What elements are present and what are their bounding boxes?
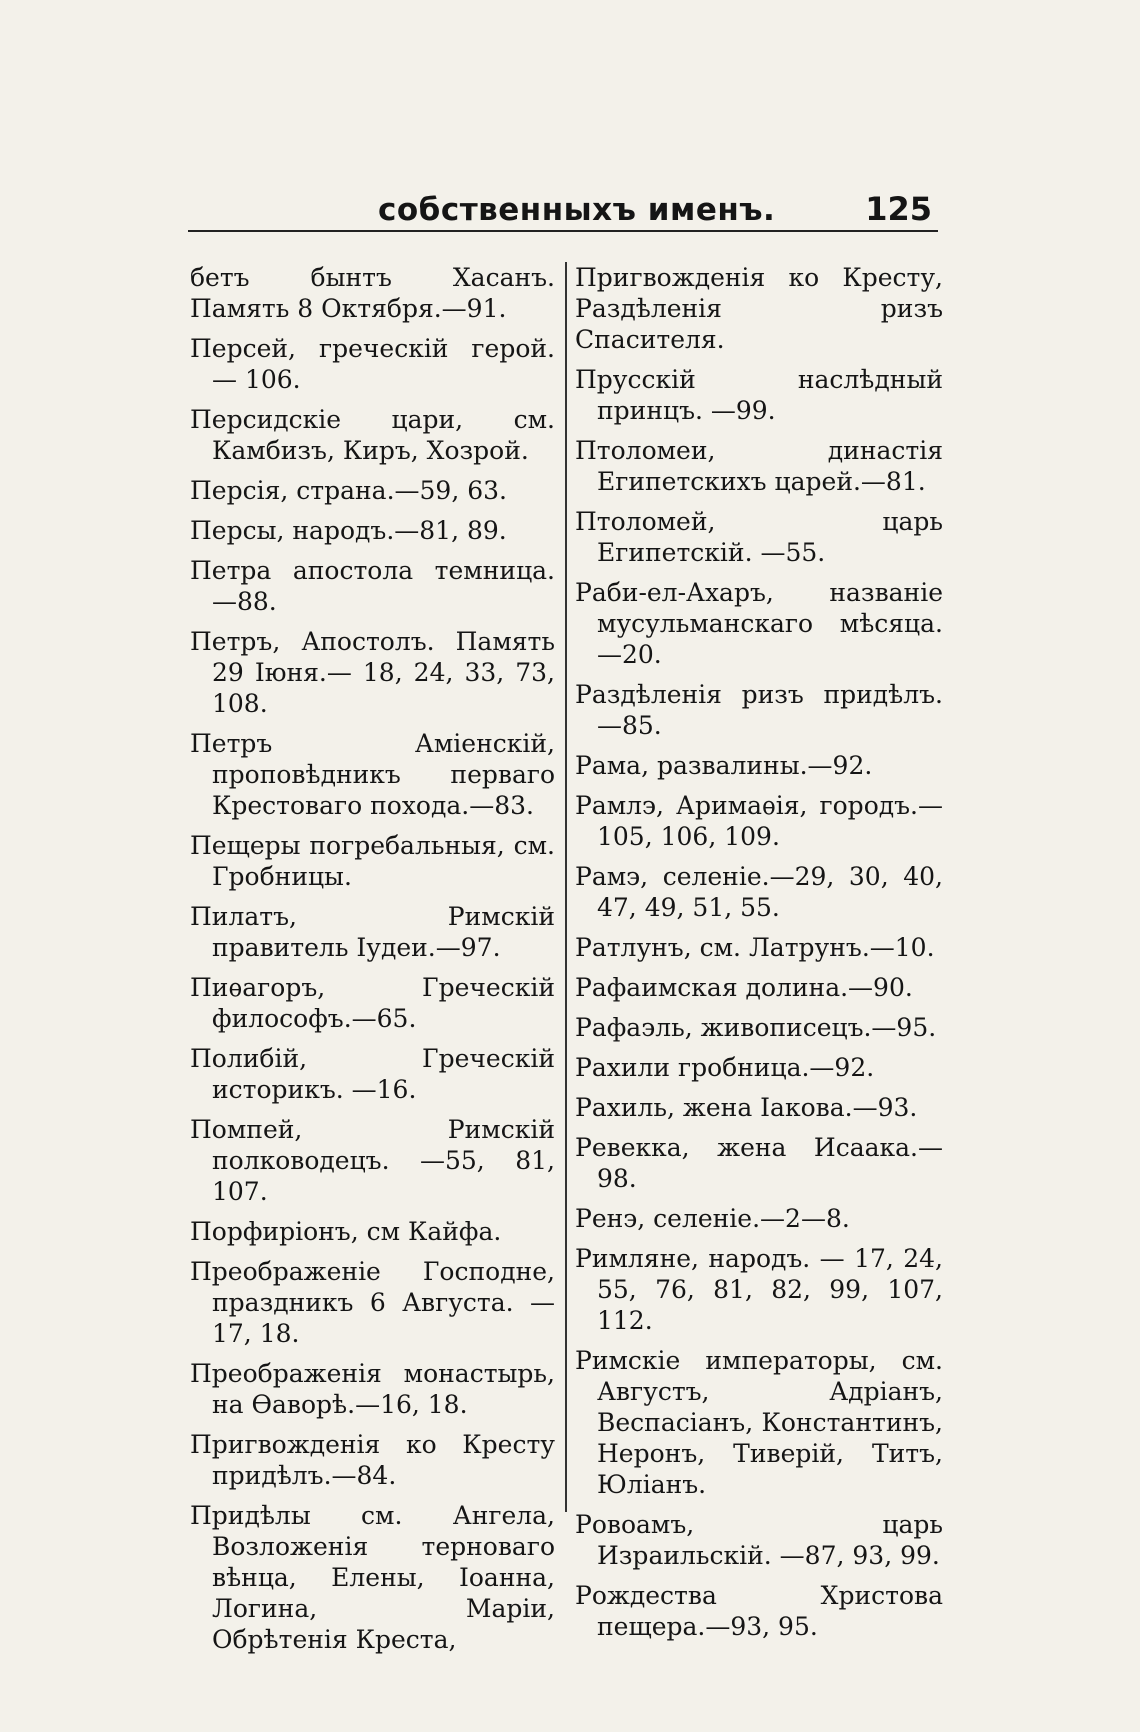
index-entry: Петра апостола темница. —88. — [190, 556, 555, 616]
index-entry: Преображеніе Господне, праздникъ 6 Августа. — 17, 18. — [190, 1257, 555, 1348]
index-entry: Рахили гробница.—92. — [575, 1053, 875, 1082]
index-entry: Персидскіе цари, см. Камбизъ, Киръ, Хозрой. — [190, 405, 555, 465]
index-entry: Рафаэль, живописецъ.—95. — [575, 1013, 937, 1042]
index-entry: Петръ, Апостолъ. Память 29 Іюня.— 18, 24, 33, 73, 108. — [190, 627, 555, 718]
index-entry: Рахиль, жена Іакова.—93. — [575, 1093, 918, 1122]
left-column — [190, 262, 555, 1664]
header-rule — [188, 230, 938, 232]
index-entry: Римляне, народъ. — 17, 24, 55, 76, 81, 82, 99, 107, 112. — [575, 1244, 943, 1335]
index-entry: бетъ бынтъ Хасанъ. Память 8 Октября.—91. — [190, 263, 555, 323]
index-entry: Пригвожденія ко Кресту, Раздѣленія ризъ Спасителя. — [575, 263, 943, 354]
index-entry: Рамэ, селеніе.—29, 30, 40, 47, 49, 51, 55. — [575, 862, 943, 922]
index-entry: Ренэ, селеніе.—2—8. — [575, 1204, 850, 1233]
index-entry: Персія, страна.—59, 63. — [190, 476, 507, 505]
index-entry: Римскіе императоры, см. Августъ, Адріанъ, Веспасіанъ, Константинъ, Неронъ, Тиверій, Титъ, Юліанъ. — [575, 1346, 943, 1499]
index-entry: Преображенія монастырь, на Ѳаворѣ.—16, 18. — [190, 1359, 555, 1419]
page-number: 125 — [865, 190, 932, 228]
index-entry: Пригвожденія ко Кресту придѣлъ.—84. — [190, 1430, 555, 1490]
index-entry: Рафаимская долина.—90. — [575, 973, 913, 1002]
index-entry: Порфиріонъ, см Кайфа. — [190, 1217, 502, 1246]
index-entry: Придѣлы см. Ангела, Возложенія терноваго вѣнца, Елены, Іоанна, Логина, Маріи, Обрѣтенія Креста, — [190, 1501, 555, 1654]
index-entry: Персей, греческій герой. — 106. — [190, 334, 555, 394]
index-entry: Рама, развалины.—92. — [575, 751, 873, 780]
index-entry: Птоломей, царь Египетскій. —55. — [575, 507, 943, 567]
index-entry: Раби-ел-Ахаръ, названіе мусульманскаго мѣсяца.—20. — [575, 578, 943, 669]
index-entry: Пиѳагоръ, Греческій философъ.—65. — [190, 973, 555, 1033]
index-entry: Рамлэ, Аримаѳія, городъ.— 105, 106, 109. — [575, 791, 943, 851]
right-column — [575, 262, 943, 1651]
index-entry: Ратлунъ, см. Латрунъ.—10. — [575, 933, 935, 962]
index-entry: Раздѣленія ризъ придѣлъ. —85. — [575, 680, 943, 740]
index-entry: Птоломеи, династія Египетскихъ царей.—81. — [575, 436, 943, 496]
index-entry: Ровоамъ, царь Израильскій. —87, 93, 99. — [575, 1510, 943, 1570]
index-entry: Пещеры погребальныя, см. Гробницы. — [190, 831, 555, 891]
column-divider — [565, 262, 567, 1512]
running-title: собственныхъ именъ. — [378, 192, 776, 228]
index-entry: Петръ Аміенскій, проповѣдникъ перваго Крестоваго похода.—83. — [190, 729, 555, 820]
index-entry: Полибій, Греческій историкъ. —16. — [190, 1044, 555, 1104]
index-entry: Прусскій наслѣдный принцъ. —99. — [575, 365, 943, 425]
index-entry: Персы, народъ.—81, 89. — [190, 516, 507, 545]
index-entry: Ревекка, жена Исаака.—98. — [575, 1133, 943, 1193]
page-header — [188, 188, 938, 232]
index-entry: Пилатъ, Римскій правитель Іудеи.—97. — [190, 902, 555, 962]
index-entry: Рождества Христова пещера.—93, 95. — [575, 1581, 943, 1641]
index-entry: Помпей, Римскій полководецъ. —55, 81, 107. — [190, 1115, 555, 1206]
